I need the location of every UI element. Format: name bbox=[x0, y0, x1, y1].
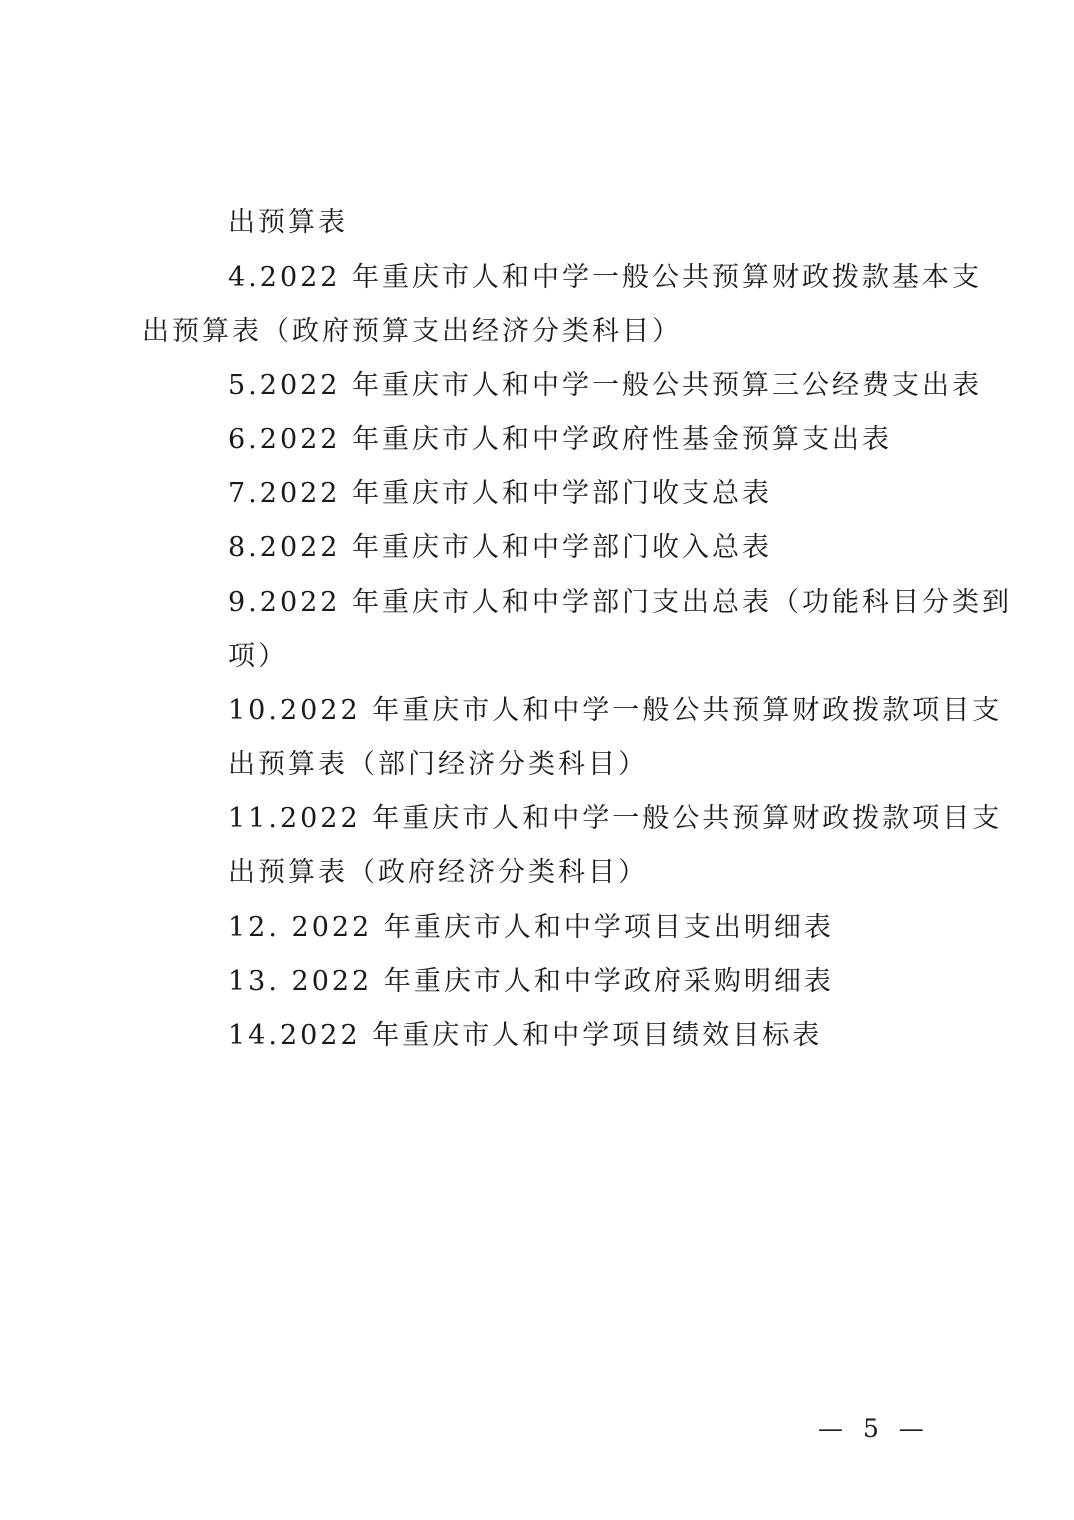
list-item-4-continuation: 出预算表（政府预算支出经济分类科目） bbox=[142, 316, 682, 347]
list-item-6: 6.2022 年重庆市人和中学政府性基金预算支出表 bbox=[228, 424, 893, 455]
list-item-11: 11.2022 年重庆市人和中学一般公共预算财政拨款项目支 bbox=[228, 803, 1003, 834]
list-item-12: 12. 2022 年重庆市人和中学项目支出明细表 bbox=[228, 912, 834, 943]
list-item-10: 10.2022 年重庆市人和中学一般公共预算财政拨款项目支 bbox=[228, 695, 1003, 726]
list-item-14: 14.2022 年重庆市人和中学项目绩效目标表 bbox=[228, 1020, 823, 1051]
list-item-7: 7.2022 年重庆市人和中学部门收支总表 bbox=[228, 478, 773, 509]
list-item-11-continuation: 出预算表（政府经济分类科目） bbox=[228, 857, 648, 888]
list-item-5: 5.2022 年重庆市人和中学一般公共预算三公经费支出表 bbox=[228, 370, 983, 401]
list-item-9-continuation: 项） bbox=[228, 641, 288, 672]
list-item-4: 4.2022 年重庆市人和中学一般公共预算财政拨款基本支 bbox=[228, 262, 983, 293]
page-number: — 5 — bbox=[818, 1414, 930, 1443]
list-item-9: 9.2022 年重庆市人和中学部门支出总表（功能科目分类到 bbox=[228, 587, 1013, 618]
list-item-13: 13. 2022 年重庆市人和中学政府采购明细表 bbox=[228, 966, 834, 997]
list-item-continuation: 出预算表 bbox=[228, 207, 348, 238]
list-item-10-continuation: 出预算表（部门经济分类科目） bbox=[228, 749, 648, 780]
list-item-8: 8.2022 年重庆市人和中学部门收入总表 bbox=[228, 532, 773, 563]
